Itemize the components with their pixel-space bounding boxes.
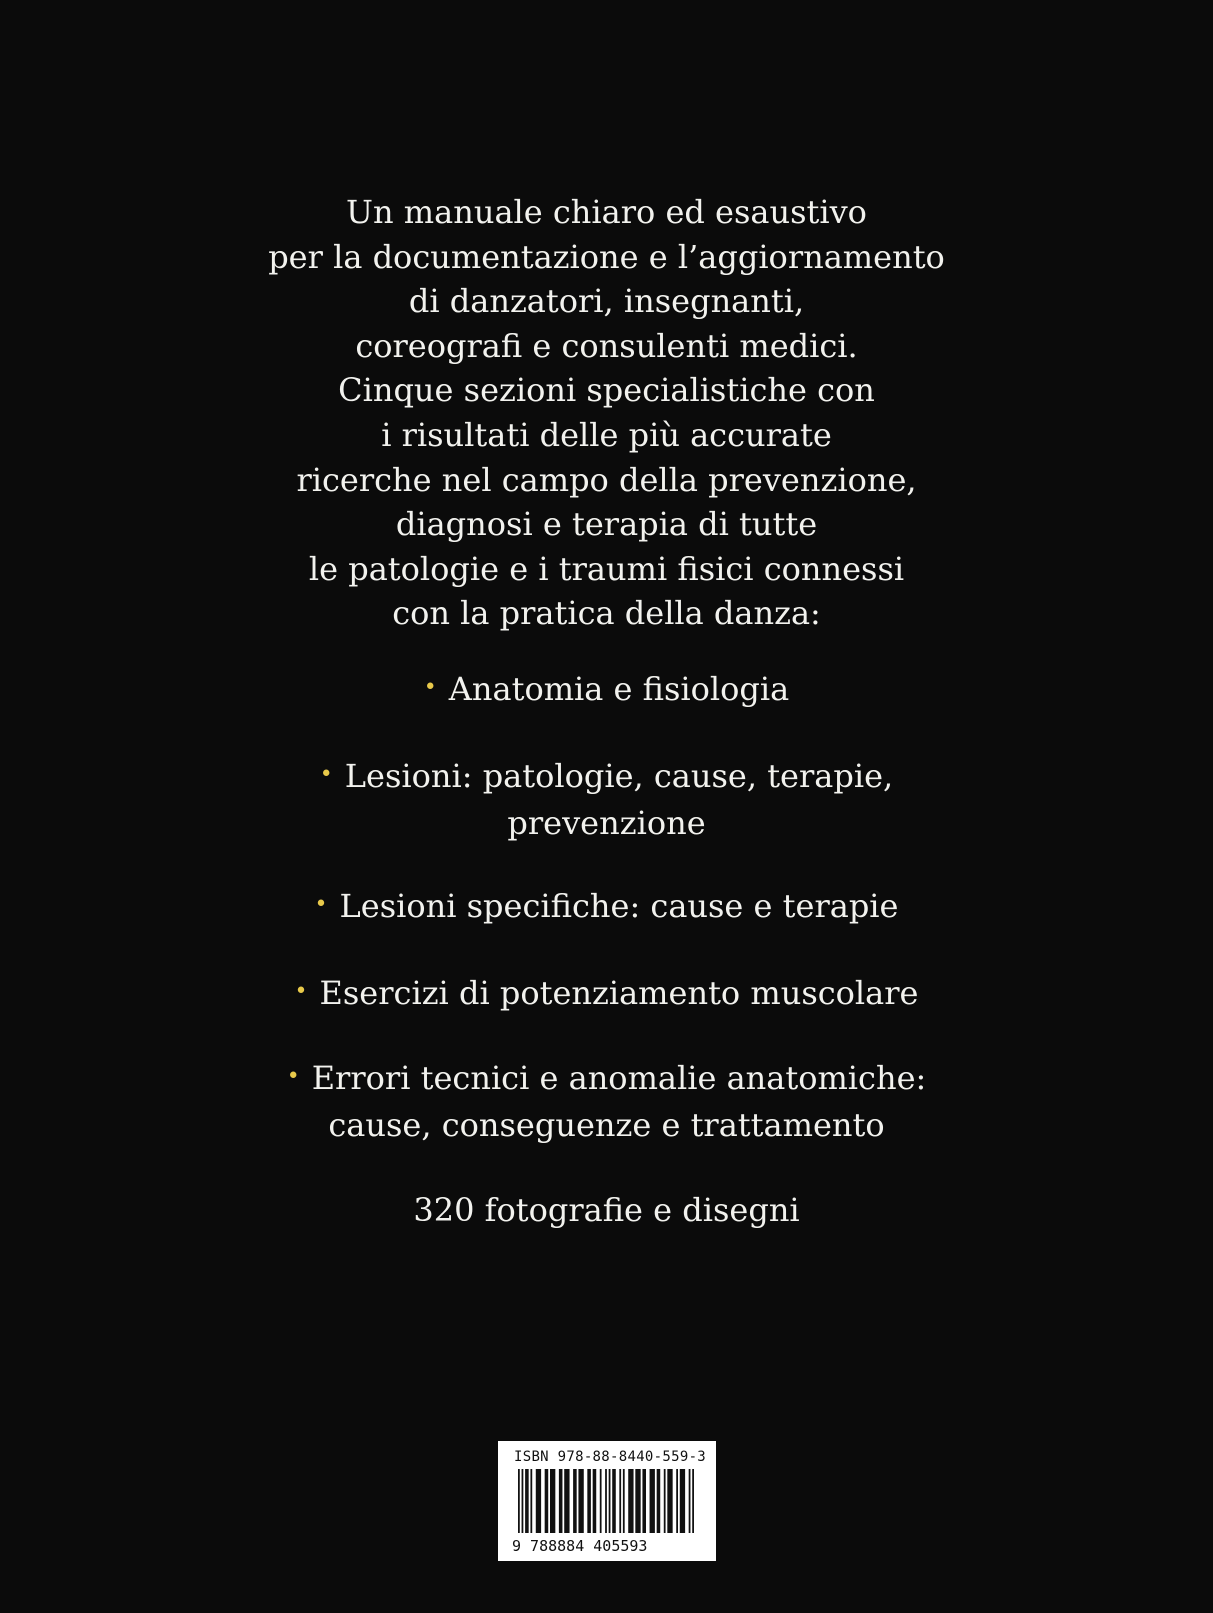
barcode-bar: [536, 1469, 541, 1533]
bullet-text: prevenzione: [507, 804, 706, 842]
barcode-bar: [676, 1469, 678, 1533]
intro-line: diagnosi e terapia di tutte: [395, 505, 818, 544]
barcode-bar: [559, 1469, 563, 1533]
bullet-text: cause, conseguenze e trattamento: [328, 1106, 885, 1144]
ean-digits: 9 788884 405593: [512, 1537, 648, 1555]
barcode-bar: [635, 1469, 640, 1533]
isbn-label: ISBN 978-88-8440-559-3: [514, 1449, 707, 1465]
barcode-bar: [578, 1469, 583, 1533]
barcode-bar: [605, 1469, 607, 1533]
intro-line: Cinque sezioni specialistiche con: [338, 371, 875, 410]
barcode-bar: [550, 1469, 555, 1533]
barcode-bar: [609, 1469, 611, 1533]
barcode-bar: [650, 1469, 655, 1533]
barcode-bar: [692, 1469, 694, 1533]
bullet-exercises: [0, 972, 1213, 1019]
barcode-bar: [612, 1469, 616, 1533]
barcode-bar: [664, 1469, 666, 1533]
barcode-bar: [623, 1469, 625, 1533]
barcode-bar: [642, 1469, 646, 1533]
bullet-dot-icon: •: [319, 762, 333, 787]
barcode-bar: [667, 1469, 672, 1533]
bullet-text: Esercizi di potenziamento muscolare: [319, 974, 919, 1012]
bullet-text: Lesioni: patologie, cause, terapie,: [344, 757, 894, 795]
barcode-bar: [522, 1469, 524, 1533]
bullet-text: Anatomia e fisiologia: [448, 670, 790, 708]
bullet-injuries: [0, 755, 1213, 845]
bullet-anatomy: [0, 668, 1213, 715]
bullet-text: Errori tecnici e anomalie anatomiche:: [311, 1059, 927, 1097]
intro-line: con la pratica della danza:: [392, 594, 821, 633]
barcode-bar: [525, 1469, 529, 1533]
intro-line: ricerche nel campo della prevenzione,: [296, 460, 917, 499]
bullet-specific-injuries: [0, 885, 1213, 932]
isbn-barcode: [498, 1441, 716, 1561]
barcode-bar: [657, 1469, 661, 1533]
intro-line: di danzatori, insegnanti,: [408, 282, 805, 321]
barcode-bar: [593, 1469, 597, 1533]
bullet-dot-icon: •: [423, 675, 437, 700]
barcode-bar: [518, 1469, 520, 1533]
intro-line: le patologie e i traumi fisici connessi: [308, 549, 905, 588]
barcode-bar: [680, 1469, 685, 1533]
intro-line: per la documentazione e l’aggiornamento: [268, 237, 945, 276]
bullet-dot-icon: •: [286, 1064, 300, 1089]
illustration-count: 320 fotografie e disegni: [413, 1191, 800, 1229]
barcode-bar: [619, 1469, 621, 1533]
barcode-bar: [628, 1469, 633, 1533]
barcode-bars: [512, 1469, 702, 1535]
bullet-dot-icon: •: [294, 979, 308, 1004]
barcode-bar: [689, 1469, 691, 1533]
bullet-text: Lesioni specifiche: cause e terapie: [339, 887, 899, 925]
barcode-bar: [587, 1469, 591, 1533]
intro-line: coreografi e consulenti medici.: [355, 326, 858, 365]
bullet-technical-errors: [0, 1057, 1213, 1147]
intro-text: [0, 190, 1213, 636]
barcode-bar: [573, 1469, 577, 1533]
barcode-bar: [545, 1469, 549, 1533]
bullet-dot-icon: •: [314, 892, 328, 917]
intro-line: Un manuale chiaro ed esaustivo: [346, 193, 867, 231]
barcode-bar: [564, 1469, 569, 1533]
intro-line: i risultati delle più accurate: [381, 415, 832, 454]
barcode-bar: [600, 1469, 602, 1533]
barcode-bar: [530, 1469, 532, 1533]
